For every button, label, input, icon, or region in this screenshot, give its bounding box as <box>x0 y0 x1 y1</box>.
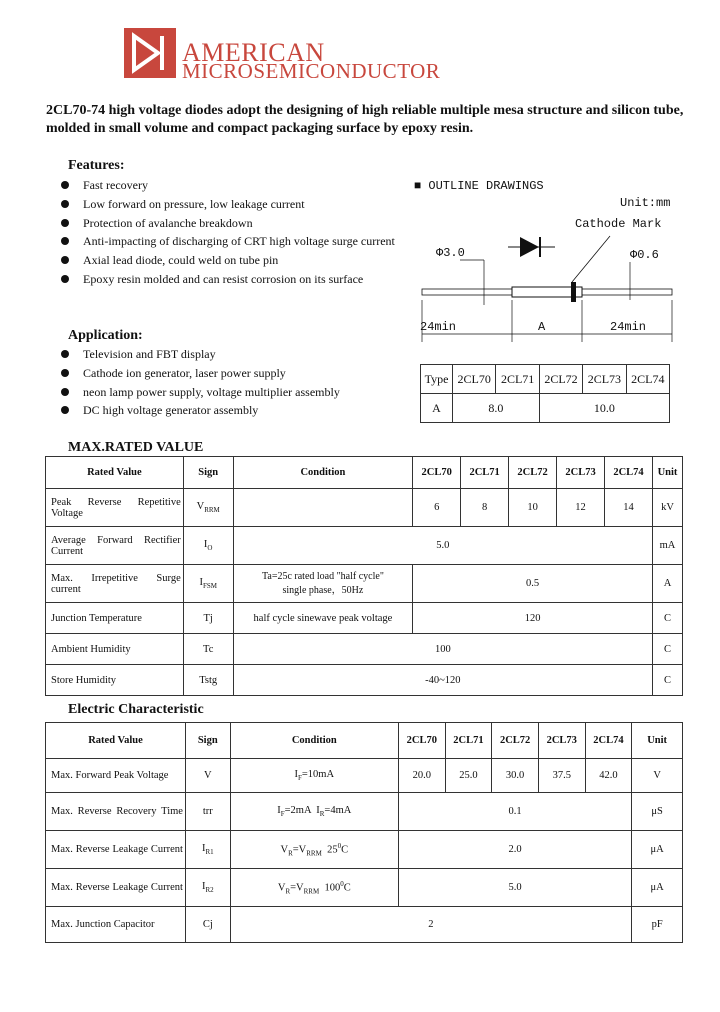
list-item: Cathode ion generator, laser power supply <box>57 364 397 383</box>
outline-title: ■ OUTLINE DRAWINGS <box>414 179 544 193</box>
row-label: Peak Reverse Repetitive Voltage <box>51 496 181 519</box>
cell: 0.5 <box>413 565 653 603</box>
list-item: Epoxy resin molded and can resist corrosion on its surface <box>57 270 397 289</box>
max-rated-heading: MAX.RATED VALUE <box>68 440 204 455</box>
cond-sub: R <box>319 810 325 819</box>
list-item: Fast recovery <box>57 176 397 195</box>
row-label: Max. Reverse Leakage Current <box>51 844 183 855</box>
col-header: Unit <box>632 723 683 759</box>
cond: I <box>294 768 298 780</box>
cond-sub: F <box>297 774 302 783</box>
condition-line: Ta=25c rated load "half cycle" <box>261 570 384 582</box>
cell: 37.5 <box>538 759 585 793</box>
col-header: 2CL72 <box>509 457 557 489</box>
cond-sup: 0 <box>337 841 342 850</box>
condition-line: single phase，50Hz <box>282 584 364 596</box>
list-item: DC high voltage generator assembly <box>57 401 397 420</box>
cond-sub: F <box>280 810 285 819</box>
features-heading: Features: <box>68 158 125 173</box>
intro-paragraph: 2CL70-74 high voltage diodes adopt the designing of high reliable multiple mesa structure and silicon tube, molded in small volume and compact packaging surface by epoxy resin. <box>46 103 684 136</box>
cell: 42.0 <box>585 759 632 793</box>
sign: I <box>201 880 206 892</box>
type-value: 10.0 <box>539 394 669 423</box>
type-header: 2CL74 <box>626 365 669 394</box>
cell: -40~120 <box>233 665 652 696</box>
unit: μS <box>632 793 683 831</box>
unit: mA <box>652 527 682 565</box>
row-label: Max. Reverse Leakage Current <box>51 882 183 893</box>
table-row <box>46 793 683 831</box>
unit-label: Unit:mm <box>620 196 671 210</box>
cell: 100 <box>233 634 652 665</box>
table-row <box>46 634 683 665</box>
row-label: Max. Irrepetitive Surge current <box>51 572 181 595</box>
lead-right-length: 24min <box>610 320 647 334</box>
unit: A <box>652 565 682 603</box>
col-header: Sign <box>183 457 233 489</box>
sign: I <box>199 576 203 588</box>
sign-sub: R2 <box>205 886 214 895</box>
sign: Tj <box>183 603 233 634</box>
cond-mid: =V <box>290 882 304 894</box>
row-label: Average Forward Rectifier Current <box>51 534 181 557</box>
sign: I <box>203 538 208 550</box>
type-table <box>420 364 670 423</box>
cell: 2 <box>230 907 632 943</box>
cell: 30.0 <box>492 759 539 793</box>
table-row <box>46 527 683 565</box>
list-item: Anti-impacting of discharging of CRT high voltage surge current <box>57 232 397 251</box>
sign-sub: O <box>207 544 213 553</box>
col-header: 2CL71 <box>445 723 492 759</box>
cell: 25.0 <box>445 759 492 793</box>
sign: I <box>201 842 206 854</box>
col-header: Rated Value <box>46 723 186 759</box>
sign: Tstg <box>183 665 233 696</box>
table-row <box>46 603 683 634</box>
col-header: Rated Value <box>46 457 184 489</box>
table-row <box>46 565 683 603</box>
cathode-mark-label: Cathode Mark <box>575 217 662 231</box>
sign: Tc <box>183 634 233 665</box>
type-row-label: A <box>421 394 453 423</box>
sign: V <box>185 759 230 793</box>
row-label: Max. Junction Capacitor <box>46 907 186 943</box>
col-header: Condition <box>233 457 413 489</box>
application-list <box>57 345 397 420</box>
unit: C <box>652 634 682 665</box>
sign: Cj <box>185 907 230 943</box>
condition: half cycle sinewave peak voltage <box>233 603 413 634</box>
type-header: 2CL70 <box>453 365 496 394</box>
col-header: Unit <box>652 457 682 489</box>
cond-tail: =10mA <box>301 768 335 780</box>
cell: 0.1 <box>398 793 631 831</box>
table-row <box>46 489 683 527</box>
col-header: 2CL74 <box>585 723 632 759</box>
sign-sub: RRM <box>204 506 220 515</box>
list-item: Axial lead diode, could weld on tube pin <box>57 251 397 270</box>
cell: 20.0 <box>398 759 445 793</box>
body-diameter-label: Φ3.0 <box>436 246 465 260</box>
features-list <box>57 176 397 289</box>
cond-tail: 25 <box>321 844 338 856</box>
table-row <box>46 907 683 943</box>
cell: 2.0 <box>398 831 631 869</box>
cond: V <box>280 844 289 856</box>
sign-sub: R1 <box>205 848 214 857</box>
cond-tail: =2mA I <box>284 804 320 816</box>
list-item: Protection of avalanche breakdown <box>57 214 397 233</box>
cond-end: C <box>341 844 349 856</box>
lead-left-length: 24min <box>420 320 457 334</box>
cond-mid: =V <box>292 844 307 856</box>
cond-tail: =4mA <box>324 804 352 816</box>
cond-sub: RRM <box>306 849 322 858</box>
list-item: neon lamp power supply, voltage multiplier assembly <box>57 383 397 402</box>
col-header: 2CL73 <box>538 723 585 759</box>
sign: trr <box>185 793 230 831</box>
col-header: Sign <box>185 723 230 759</box>
cond-sup: 0 <box>340 879 344 888</box>
company-name-line2: MICROSEMICONDUCTOR <box>182 59 441 83</box>
application-heading: Application: <box>68 328 143 343</box>
row-label: Ambient Humidity <box>46 634 184 665</box>
table-row <box>46 869 683 907</box>
cond-end: C <box>343 882 351 894</box>
cell: 5.0 <box>233 527 652 565</box>
list-item: Television and FBT display <box>57 345 397 364</box>
cond-sub: R <box>288 849 293 858</box>
unit: pF <box>632 907 683 943</box>
type-header: Type <box>421 365 453 394</box>
cell: 5.0 <box>398 869 631 907</box>
cell: 6 <box>413 489 461 527</box>
diode-logo-icon <box>124 28 176 78</box>
unit: V <box>632 759 683 793</box>
cell: 10 <box>509 489 557 527</box>
col-header: 2CL70 <box>398 723 445 759</box>
col-header: 2CL70 <box>413 457 461 489</box>
unit: μA <box>632 869 683 907</box>
unit: μA <box>632 831 683 869</box>
col-header: 2CL71 <box>461 457 509 489</box>
company-name-line1: AMERICAN <box>182 38 325 67</box>
type-header: 2CL72 <box>539 365 582 394</box>
cond: I <box>277 804 281 816</box>
cathode-band <box>571 282 576 302</box>
row-label: Max. Forward Peak Voltage <box>46 759 186 793</box>
electric-table <box>45 722 683 943</box>
company-logo <box>124 28 176 78</box>
unit: kV <box>652 489 682 527</box>
sign-sub: FSM <box>202 582 217 591</box>
cell: 120 <box>413 603 653 634</box>
cond: V <box>277 882 286 894</box>
type-header: 2CL71 <box>496 365 539 394</box>
type-value: 8.0 <box>453 394 540 423</box>
table-row <box>46 831 683 869</box>
sign: V <box>196 500 205 512</box>
table-row <box>46 665 683 696</box>
electric-heading: Electric Characteristic <box>68 702 204 717</box>
cond-sub: RRM <box>303 887 320 896</box>
row-label: Store Humidity <box>46 665 184 696</box>
max-rated-table <box>45 456 683 696</box>
lead-diameter-label: Φ0.6 <box>630 248 659 262</box>
cond-tail: 100 <box>319 882 341 894</box>
table-row <box>46 759 683 793</box>
unit: C <box>652 665 682 696</box>
row-label: Junction Temperature <box>46 603 184 634</box>
col-header: 2CL73 <box>557 457 605 489</box>
list-item: Low forward on pressure, low leakage current <box>57 195 397 214</box>
body-length-label: A <box>538 320 546 334</box>
cell: 12 <box>557 489 605 527</box>
cond-sub: R <box>285 887 291 896</box>
unit: C <box>652 603 682 634</box>
col-header: Condition <box>230 723 398 759</box>
cell: 14 <box>605 489 653 527</box>
col-header: 2CL72 <box>492 723 539 759</box>
col-header: 2CL74 <box>605 457 653 489</box>
type-header: 2CL73 <box>583 365 626 394</box>
cell: 8 <box>461 489 509 527</box>
row-label: Max. Reverse Recovery Time <box>51 806 183 817</box>
